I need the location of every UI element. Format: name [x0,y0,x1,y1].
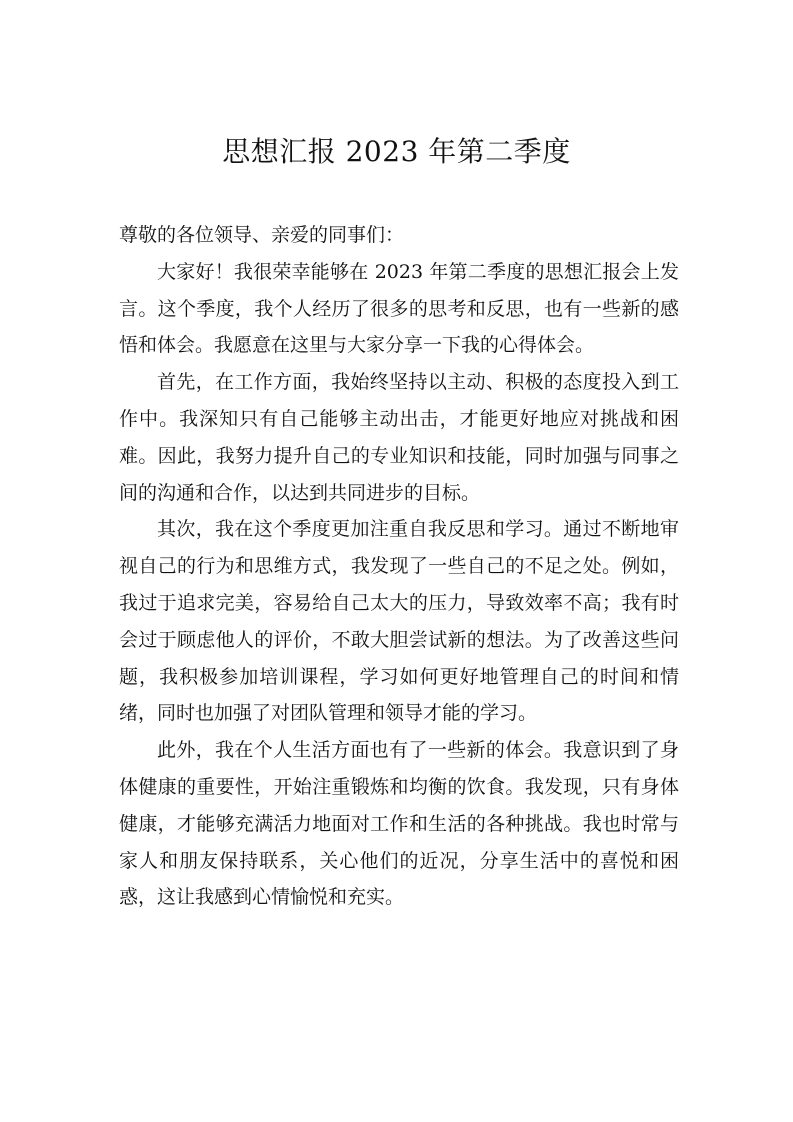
greeting-line: 尊敬的各位领导、亲爱的同事们： [119,224,405,246]
document-body [119,217,679,916]
paragraph-reflection: 其次，我在这个季度更加注重自我反思和学习。通过不断地审视自己的行为和思维方式，我发现了一些自己的不足之处。例如，我过于追求完美，容易给自己太大的压力，导致效率不高；我有时会过于顾虑他人的评价，不敢大胆尝试新的想法。为了改善这些问题，我积极参加培训课程，学习如何更好地管理自己的时间和情绪，同时也加强了对团队管理和领导才能的学习。 [119,518,679,725]
paragraph-personal-life: 此外，我在个人生活方面也有了一些新的体会。我意识到了身体健康的重要性，开始注重锻炼和均衡的饮食。我发现，只有身体健康，才能够充满活力地面对工作和生活的各种挑战。我也时常与家人和朋友保持联系，关心他们的近况，分享生活中的喜悦和困惑，这让我感到心情愉悦和充实。 [119,739,679,909]
paragraph-intro: 大家好！我很荣幸能够在 2023 年第二季度的思想汇报会上发言。这个季度，我个人经历了很多的思考和反思，也有一些新的感悟和体会。我愿意在这里与大家分享一下我的心得体会。 [119,260,679,357]
paragraph-work: 首先，在工作方面，我始终坚持以主动、积极的态度投入到工作中。我深知只有自己能够主动出击，才能更好地应对挑战和困难。因此，我努力提升自己的专业知识和技能，同时加强与同事之间的沟通和合作，以达到共同进步的目标。 [119,371,679,504]
document-title: 思想汇报 2023 年第二季度 [222,135,571,168]
